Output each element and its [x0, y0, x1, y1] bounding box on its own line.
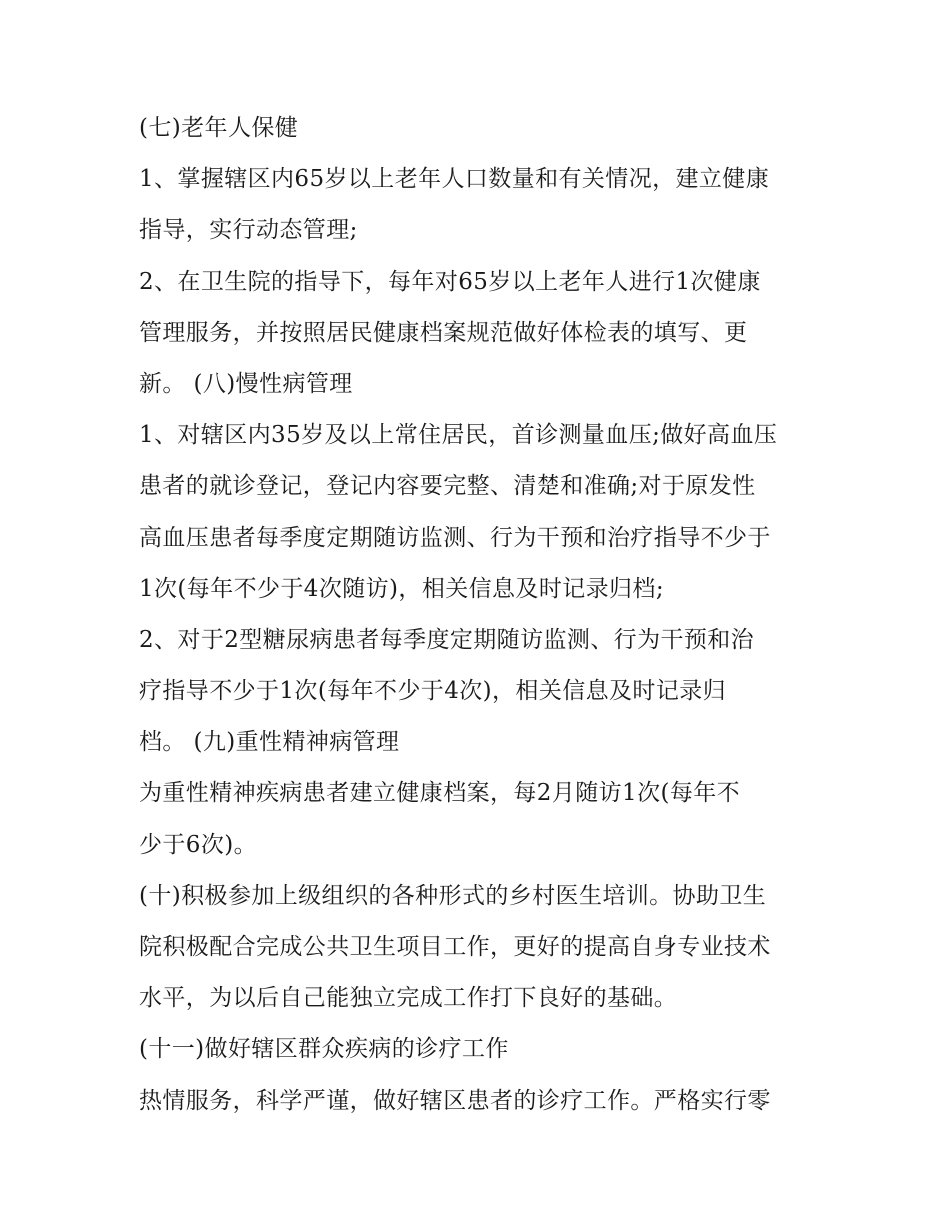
text-line: 患者的就诊登记，登记内容要完整、清楚和准确;对于原发性 — [139, 473, 756, 500]
text-line: 高血压患者每季度定期随访监测、行为干预和治疗指导不少于 — [139, 524, 771, 551]
heading-clinical-work: (十一)做好辖区群众疾病的诊疗工作 — [139, 1036, 509, 1063]
text-line: 疗指导不少于1次(每年不少于4次)，相关信息及时记录归 — [139, 678, 727, 705]
text-line: 新。 (八)慢性病管理 — [139, 370, 353, 397]
text-line: 少于6次)。 — [139, 831, 258, 858]
text-line: 1次(每年不少于4次随访)，相关信息及时记录归档; — [139, 575, 664, 602]
text-line: 2、在卫生院的指导下，每年对65岁以上老年人进行1次健康 — [139, 268, 761, 295]
text-line: 热情服务，科学严谨，做好辖区患者的诊疗工作。严格实行零 — [139, 1087, 771, 1114]
text-line: 管理服务，并按照居民健康档案规范做好体检表的填写、更 — [139, 319, 748, 346]
text-line: 水平，为以后自己能独立完成工作打下良好的基础。 — [139, 985, 678, 1012]
text-line: 1、对辖区内35岁及以上常住居民，首诊测量血压;做好高血压 — [139, 422, 778, 449]
text-line: 指导，实行动态管理; — [139, 217, 358, 244]
heading-elderly-care: (七)老年人保健 — [139, 115, 299, 141]
text-line: 档。 (九)重性精神病管理 — [139, 729, 400, 756]
text-line: 院积极配合完成公共卫生项目工作，更好的提高自身专业技术 — [139, 934, 771, 960]
text-line: 2、对于2型糖尿病患者每季度定期随访监测、行为干预和治 — [139, 626, 755, 653]
text-line: 为重性精神疾病患者建立健康档案，每2月随访1次(每年不 — [139, 780, 741, 807]
text-line: 1、掌握辖区内65岁以上老年人口数量和有关情况，建立健康 — [139, 166, 770, 193]
document-body — [139, 103, 829, 1127]
text-line: (十)积极参加上级组织的各种形式的乡村医生培训。协助卫生 — [139, 882, 767, 909]
